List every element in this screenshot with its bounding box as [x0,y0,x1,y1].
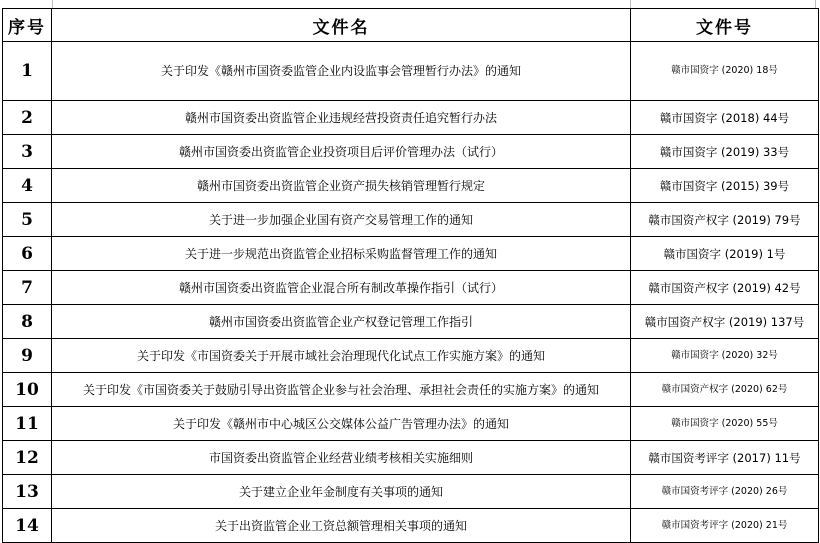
row-seq[interactable]: 5 [3,203,52,237]
row-seq[interactable]: 10 [3,373,52,407]
table-row[interactable] [3,237,819,271]
row-seq[interactable]: 1 [3,42,52,101]
table-row[interactable] [3,475,819,509]
row-name[interactable]: 市国资委出资监管企业经营业绩考核相关实施细则 [52,441,631,475]
row-doc-no[interactable]: 赣市国资字 (2020) 32号 [631,339,819,373]
row-seq[interactable]: 14 [3,509,52,543]
row-seq[interactable]: 3 [3,135,52,169]
row-name[interactable]: 关于印发《赣州市中心城区公交媒体公益广告管理办法》的通知 [52,407,631,441]
row-doc-no[interactable]: 赣市国资产权字 (2019) 42号 [631,271,819,305]
row-name[interactable]: 赣州市国资委出资监管企业产权登记管理工作指引 [52,305,631,339]
row-doc-no[interactable]: 赣市国资字 (2019) 33号 [631,135,819,169]
table-header-row [3,9,819,42]
row-name[interactable]: 关于印发《赣州市国资委监管企业内设监事会管理暂行办法》的通知 [52,42,631,101]
table-row[interactable] [3,305,819,339]
table-row[interactable] [3,169,819,203]
row-doc-no[interactable]: 赣市国资考评字 (2017) 11号 [631,441,819,475]
row-doc-no[interactable]: 赣市国资字 (2020) 55号 [631,407,819,441]
header-name: 文件名 [52,9,631,42]
row-seq[interactable]: 7 [3,271,52,305]
row-doc-no[interactable]: 赣市国资字 (2019) 1号 [631,237,819,271]
row-seq[interactable]: 13 [3,475,52,509]
row-doc-no[interactable]: 赣市国资产权字 (2019) 79号 [631,203,819,237]
table-row[interactable] [3,203,819,237]
row-name[interactable]: 关于建立企业年金制度有关事项的通知 [52,475,631,509]
header-seq: 序号 [3,9,52,42]
row-name[interactable]: 关于印发《市国资委关于鼓励引导出资监管企业参与社会治理、承担社会责任的实施方案》的通知 [52,373,631,407]
row-name[interactable]: 关于出资监管企业工资总额管理相关事项的通知 [52,509,631,543]
row-name[interactable]: 赣州市国资委出资监管企业违规经营投资责任追究暂行办法 [52,101,631,135]
table-row[interactable] [3,101,819,135]
row-doc-no[interactable]: 赣市国资产权字 (2020) 62号 [631,373,819,407]
row-seq[interactable]: 11 [3,407,52,441]
table-row[interactable] [3,441,819,475]
column-header-strip [0,0,820,8]
row-seq[interactable]: 12 [3,441,52,475]
table-row[interactable] [3,509,819,543]
row-seq[interactable]: 6 [3,237,52,271]
table-row[interactable] [3,135,819,169]
row-doc-no[interactable]: 赣市国资产权字 (2019) 137号 [631,305,819,339]
row-seq[interactable]: 2 [3,101,52,135]
column-separator [630,0,631,8]
header-doc-no: 文件号 [631,9,819,42]
row-name[interactable]: 关于印发《市国资委关于开展市域社会治理现代化试点工作实施方案》的通知 [52,339,631,373]
row-doc-no[interactable]: 赣市国资考评字 (2020) 26号 [631,475,819,509]
document-list-table [2,8,819,543]
row-name[interactable]: 赣州市国资委出资监管企业投资项目后评价管理办法（试行） [52,135,631,169]
row-seq[interactable]: 4 [3,169,52,203]
row-doc-no[interactable]: 赣市国资考评字 (2020) 21号 [631,509,819,543]
table-row[interactable] [3,407,819,441]
row-doc-no[interactable]: 赣市国资字 (2020) 18号 [631,42,819,101]
row-name[interactable]: 赣州市国资委出资监管企业资产损失核销管理暂行规定 [52,169,631,203]
table-row[interactable] [3,42,819,101]
row-seq[interactable]: 9 [3,339,52,373]
column-separator [52,0,53,8]
table-row[interactable] [3,373,819,407]
row-name[interactable]: 关于进一步规范出资监管企业招标采购监督管理工作的通知 [52,237,631,271]
column-separator [815,0,816,8]
table-row[interactable] [3,271,819,305]
row-doc-no[interactable]: 赣市国资字 (2018) 44号 [631,101,819,135]
row-name[interactable]: 赣州市国资委出资监管企业混合所有制改革操作指引（试行） [52,271,631,305]
row-name[interactable]: 关于进一步加强企业国有资产交易管理工作的通知 [52,203,631,237]
row-seq[interactable]: 8 [3,305,52,339]
table-row[interactable] [3,339,819,373]
row-doc-no[interactable]: 赣市国资字 (2015) 39号 [631,169,819,203]
